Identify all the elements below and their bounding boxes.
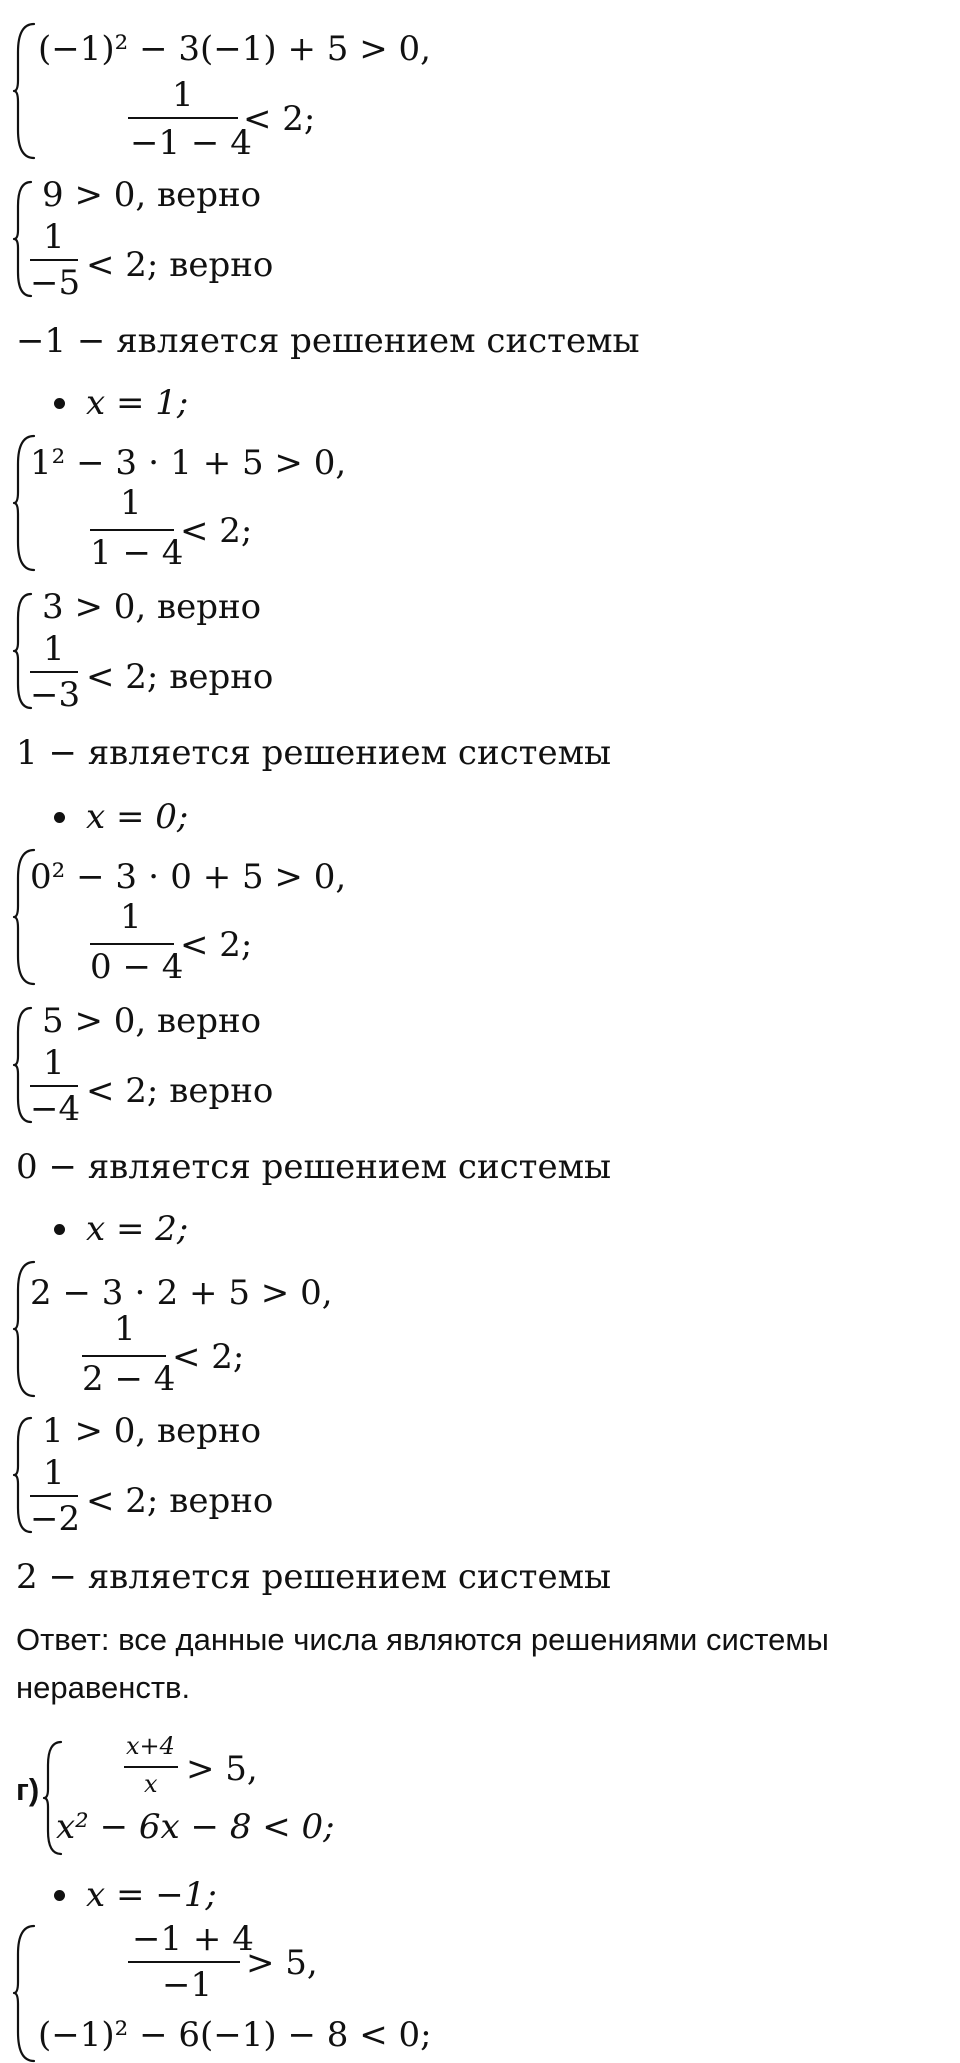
fraction-denominator: 0 − 4 [90, 947, 184, 987]
bullet-text: x = 2; [86, 1209, 189, 1249]
system-line-2: (−1)² − 6(−1) − 8 < 0; [38, 2015, 432, 2055]
fraction-relation: < 2; [180, 925, 253, 965]
check-fraction-bar [30, 1495, 78, 1497]
check-denominator: −3 [30, 675, 81, 715]
fraction-relation: < 2; [243, 99, 316, 139]
fraction-numerator: −1 + 4 [132, 1919, 254, 1959]
fraction-bar [128, 1961, 240, 1963]
bullet-text: x = 0; [86, 797, 189, 837]
fraction-bar [90, 943, 174, 945]
check-fraction-bar [30, 671, 78, 673]
fraction-denominator: −1 − 4 [130, 123, 252, 163]
check-numerator: 1 [43, 1043, 65, 1083]
conclusion: 2 − является решением системы [16, 1557, 612, 1597]
bullet-dot [54, 1890, 65, 1901]
check-line-1: 5 > 0, верно [42, 1001, 262, 1041]
check-line-1: 9 > 0, верно [42, 175, 262, 215]
fraction-numerator: 1 [172, 75, 194, 115]
fraction-denominator: 1 − 4 [90, 533, 184, 573]
conclusion: −1 − является решением системы [16, 321, 640, 361]
system-brace [12, 22, 38, 160]
part-label: г) [16, 1772, 40, 1807]
check-numerator: 1 [43, 629, 65, 669]
answer-line-1: Ответ: все данные числа являются решениями системы [16, 1622, 829, 1657]
bullet-text: x = 1; [86, 383, 189, 423]
fraction-bar [124, 1766, 178, 1768]
check-denominator: −5 [30, 263, 81, 303]
check-denominator: −2 [30, 1499, 81, 1539]
fraction-numerator: 1 [120, 897, 142, 937]
bullet-dot [54, 398, 65, 409]
system-line-2: x² − 6x − 8 < 0; [56, 1807, 335, 1847]
check-denominator: −4 [30, 1089, 81, 1129]
check-relation: < 2; верно [86, 245, 274, 285]
fraction-denominator: 2 − 4 [82, 1359, 176, 1399]
check-line-1: 3 > 0, верно [42, 587, 262, 627]
system-line-1: 2 − 3 ⋅ 2 + 5 > 0, [30, 1273, 333, 1313]
fraction-relation: > 5, [246, 1943, 318, 1983]
answer-line-2: неравенств. [16, 1670, 191, 1705]
check-relation: < 2; верно [86, 1071, 274, 1111]
fraction-bar [128, 117, 238, 119]
fraction-numerator: 1 [114, 1309, 136, 1349]
fraction-denominator: x [144, 1770, 158, 1798]
fraction-numerator: 1 [120, 483, 142, 523]
check-line-1: 1 > 0, верно [42, 1411, 262, 1451]
fraction-relation: > 5, [186, 1749, 258, 1789]
bullet-dot [54, 812, 65, 823]
check-fraction-bar [30, 259, 78, 261]
check-numerator: 1 [43, 217, 65, 257]
system-line-1: (−1)² − 3(−1) + 5 > 0, [38, 29, 431, 69]
fraction-numerator: x+4 [126, 1732, 175, 1760]
system-brace [12, 1924, 38, 2063]
conclusion: 1 − является решением системы [16, 733, 612, 773]
check-numerator: 1 [43, 1453, 65, 1493]
conclusion: 0 − является решением системы [16, 1147, 612, 1187]
bullet-text: x = −1; [86, 1875, 217, 1915]
check-relation: < 2; верно [86, 1481, 274, 1521]
fraction-bar [82, 1355, 166, 1357]
fraction-relation: < 2; [180, 511, 253, 551]
fraction-relation: < 2; [172, 1337, 245, 1377]
fraction-denominator: −1 [162, 1965, 213, 2005]
system-line-1: 1² − 3 ⋅ 1 + 5 > 0, [30, 443, 347, 483]
system-line-1: 0² − 3 ⋅ 0 + 5 > 0, [30, 857, 347, 897]
check-fraction-bar [30, 1085, 78, 1087]
check-relation: < 2; верно [86, 657, 274, 697]
fraction-bar [90, 529, 174, 531]
bullet-dot [54, 1224, 65, 1235]
